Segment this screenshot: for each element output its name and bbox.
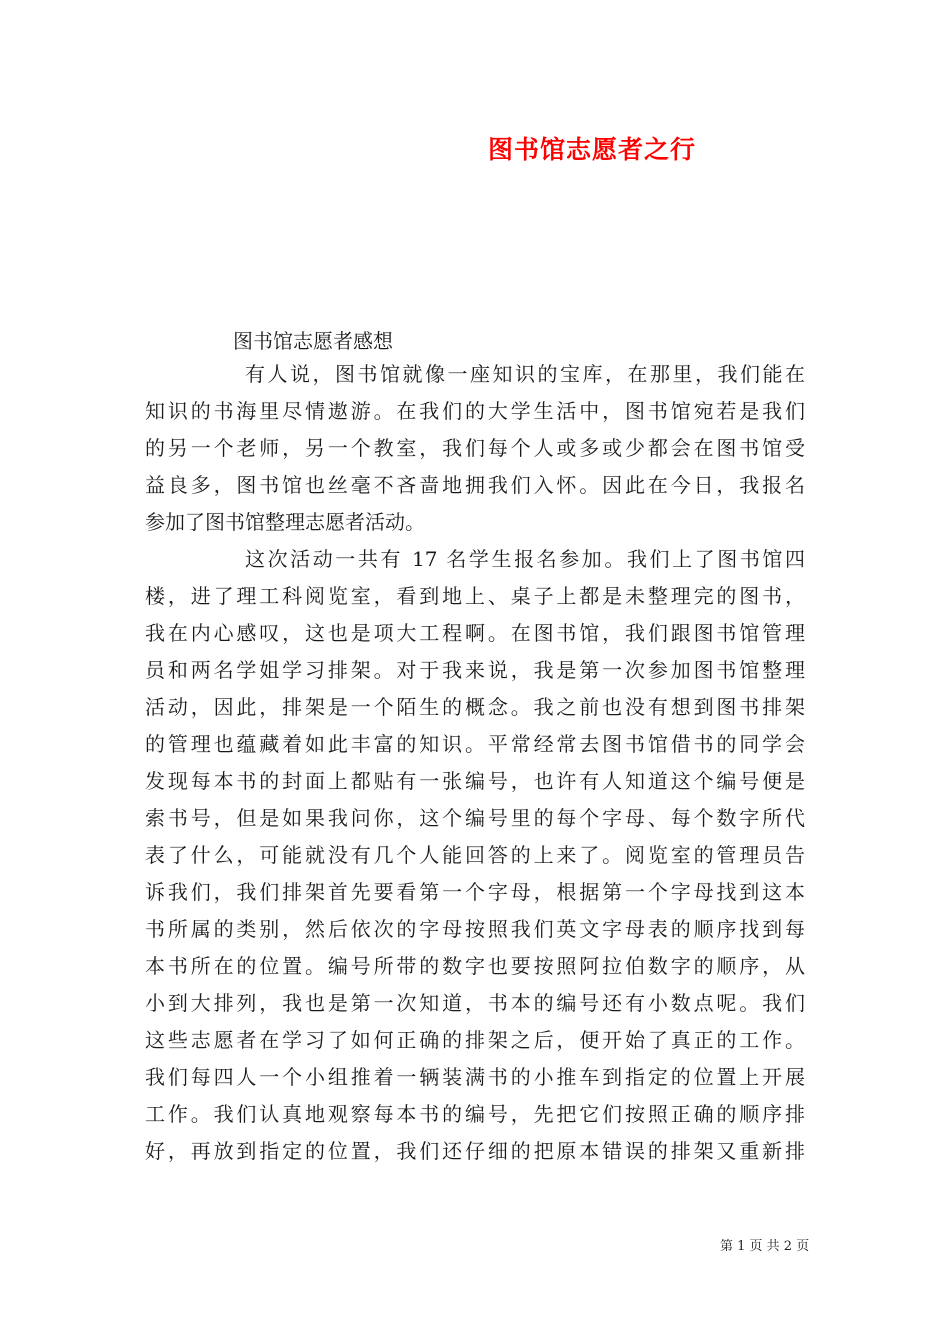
page-footer: 第 1 页 共 2 页: [720, 1239, 810, 1254]
body-line: 这些志愿者在学习了如何正确的排架之后，便开始了真正的工作。: [145, 1028, 805, 1052]
body-line: 的另一个老师，另一个教室，我们每个人或多或少都会在图书馆受: [145, 436, 805, 460]
body-line: 活动，因此，排架是一个陌生的概念。我之前也没有想到图书排架: [145, 695, 805, 719]
body-line: 诉我们，我们排架首先要看第一个字母，根据第一个字母找到这本: [145, 880, 805, 904]
body-line: 这次活动一共有 17 名学生报名参加。我们上了图书馆四: [245, 547, 805, 571]
body-line: 有人说，图书馆就像一座知识的宝库，在那里，我们能在: [245, 362, 805, 386]
body-line: 参加了图书馆整理志愿者活动。: [145, 510, 425, 534]
body-line: 的管理也蕴藏着如此丰富的知识。平常经常去图书馆借书的同学会: [145, 732, 805, 756]
body-line: 我们每四人一个小组推着一辆装满书的小推车到指定的位置上开展: [145, 1065, 805, 1089]
body-line: 益良多，图书馆也丝毫不吝啬地拥我们入怀。因此在今日，我报名: [145, 473, 805, 497]
document-subtitle: 图书馆志愿者感想: [233, 329, 393, 353]
body-line: 索书号，但是如果我问你，这个编号里的每个字母、每个数字所代: [145, 806, 805, 830]
body-line: 我在内心感叹，这也是项大工程啊。在图书馆，我们跟图书馆管理: [145, 621, 805, 645]
body-line: 表了什么，可能就没有几个人能回答的上来了。阅览室的管理员告: [145, 843, 805, 867]
body-line: 发现每本书的封面上都贴有一张编号，也许有人知道这个编号便是: [145, 769, 805, 793]
document-title: 图书馆志愿者之行: [488, 135, 697, 164]
document-body: [145, 356, 805, 1170]
body-line: 楼，进了理工科阅览室，看到地上、桌子上都是未整理完的图书，: [145, 584, 805, 608]
body-line: 员和两名学姐学习排架。对于我来说，我是第一次参加图书馆整理: [145, 658, 805, 682]
body-line: 好，再放到指定的位置，我们还仔细的把原本错误的排架又重新排: [145, 1139, 805, 1163]
body-line: 知识的书海里尽情遨游。在我们的大学生活中，图书馆宛若是我们: [145, 399, 805, 423]
body-line: 本书所在的位置。编号所带的数字也要按照阿拉伯数字的顺序，从: [145, 954, 805, 978]
body-line: 书所属的类别，然后依次的字母按照我们英文字母表的顺序找到每: [145, 917, 805, 941]
body-line: 工作。我们认真地观察每本书的编号，先把它们按照正确的顺序排: [145, 1102, 805, 1126]
body-line: 小到大排列，我也是第一次知道，书本的编号还有小数点呢。我们: [145, 991, 805, 1015]
